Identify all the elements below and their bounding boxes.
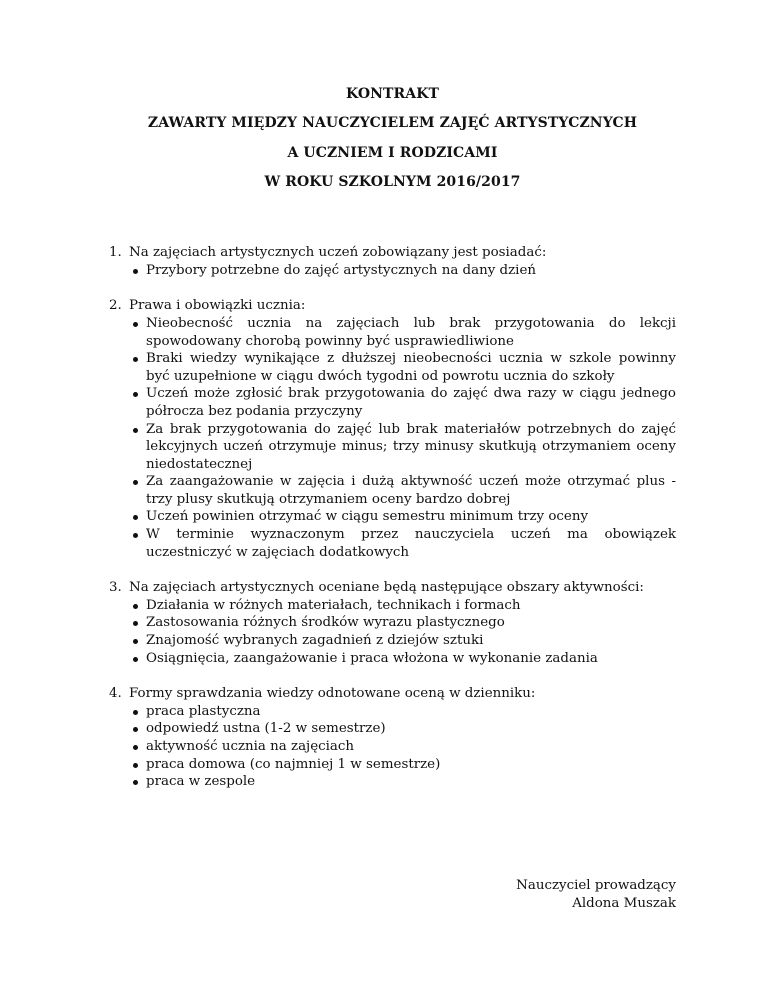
section-heading bbox=[109, 244, 676, 262]
bullet-icon bbox=[129, 650, 146, 668]
list-item-text: aktywność ucznia na zajęciach bbox=[146, 739, 355, 755]
section-1 bbox=[109, 244, 676, 279]
list-item bbox=[129, 738, 676, 756]
contract-sections bbox=[109, 244, 676, 791]
bullet-icon bbox=[129, 632, 146, 650]
list-item bbox=[129, 385, 676, 420]
list-item-text: Przybory potrzebne do zajęć artystycznych na dany dzień bbox=[146, 262, 537, 278]
bullet-icon bbox=[129, 385, 146, 420]
section-heading bbox=[109, 297, 676, 315]
section-number: 4. bbox=[109, 686, 122, 702]
bullet-icon bbox=[129, 421, 146, 474]
bullet-icon bbox=[129, 703, 146, 721]
list-item-text: praca plastyczna bbox=[146, 703, 261, 719]
signature-block bbox=[516, 877, 676, 912]
bullet-list bbox=[109, 597, 676, 667]
bullet-list bbox=[109, 315, 676, 561]
section-heading bbox=[109, 579, 676, 597]
list-item-text: odpowiedź ustna (1-2 w semestrze) bbox=[146, 721, 386, 737]
bullet-icon bbox=[129, 738, 146, 756]
bullet-icon bbox=[129, 526, 146, 561]
title-line-2: ZAWARTY MIĘDZY NAUCZYCIELEM ZAJĘĆ ARTYSTYCZNYCH bbox=[147, 115, 638, 132]
section-heading bbox=[109, 685, 676, 703]
list-item bbox=[129, 614, 676, 632]
title-line-1: KONTRAKT bbox=[345, 86, 440, 102]
bullet-icon bbox=[129, 473, 146, 508]
list-item bbox=[129, 421, 676, 474]
list-item bbox=[129, 703, 676, 721]
bullet-icon bbox=[129, 773, 146, 791]
section-title: Prawa i obowiązki ucznia: bbox=[129, 298, 306, 314]
list-item bbox=[129, 473, 676, 508]
bullet-list bbox=[109, 703, 676, 791]
list-item bbox=[129, 262, 676, 280]
bullet-list bbox=[109, 262, 676, 280]
list-item-text: Uczeń powinien otrzymać w ciągu semestru minimum trzy oceny bbox=[146, 509, 589, 525]
bullet-icon bbox=[129, 756, 146, 774]
list-item bbox=[129, 632, 676, 650]
title-line-4: W ROKU SZKOLNYM 2016/2017 bbox=[264, 174, 521, 191]
list-item-text: Braki wiedzy wynikające z dłuższej nieobecności ucznia w szkole powinny być uzupełnione w ciągu dwóch tygodni od powrotu ucznia do szkoły bbox=[146, 351, 676, 384]
list-item bbox=[129, 350, 676, 385]
section-title: Formy sprawdzania wiedzy odnotowane oceną w dzienniku: bbox=[129, 686, 536, 702]
bullet-icon bbox=[129, 262, 146, 280]
list-item bbox=[129, 508, 676, 526]
section-number: 1. bbox=[109, 245, 122, 261]
list-item bbox=[129, 773, 676, 791]
section-3 bbox=[109, 579, 676, 667]
section-4 bbox=[109, 685, 676, 791]
list-item bbox=[129, 650, 676, 668]
list-item bbox=[129, 756, 676, 774]
list-item-text: Osiągnięcia, zaangażowanie i praca włożona w wykonanie zadania bbox=[146, 650, 598, 666]
list-item-text: praca domowa (co najmniej 1 w semestrze) bbox=[146, 756, 441, 772]
bullet-icon bbox=[129, 597, 146, 615]
list-item-text: Uczeń może zgłosić brak przygotowania do zajęć dwa razy w ciągu jednego półrocza bez podania przyczyny bbox=[146, 386, 676, 419]
list-item bbox=[129, 526, 676, 561]
list-item-text: Działania w różnych materiałach, technikach i formach bbox=[146, 597, 521, 613]
section-number: 3. bbox=[109, 580, 122, 596]
list-item-text: Zastosowania różnych środków wyrazu plastycznego bbox=[146, 615, 505, 631]
bullet-icon bbox=[129, 614, 146, 632]
section-number: 2. bbox=[109, 298, 122, 314]
title-line-3: A UCZNIEM I RODZICAMI bbox=[287, 144, 498, 161]
document-header bbox=[109, 82, 676, 194]
signature-role: Nauczyciel prowadzący bbox=[516, 878, 676, 893]
section-title: Na zajęciach artystycznych uczeń zobowiązany jest posiadać: bbox=[129, 245, 547, 261]
list-item-text: Za brak przygotowania do zajęć lub brak materiałów potrzebnych do zajęć lekcyjnych uczeń otrzymuje minus; trzy minusy skutkują otrzymaniem oceny niedostatecznej bbox=[146, 421, 676, 472]
list-item bbox=[129, 315, 676, 350]
list-item-text: praca w zespole bbox=[146, 774, 256, 790]
list-item-text: Za zaangażowanie w zajęcia i dużą aktywność uczeń może otrzymać plus - trzy plusy skutkują otrzymaniem oceny bardzo dobrej bbox=[146, 474, 676, 507]
section-2 bbox=[109, 297, 676, 561]
bullet-icon bbox=[129, 508, 146, 526]
list-item-text: Znajomość wybranych zagadnień z dziejów sztuki bbox=[146, 633, 484, 649]
list-item bbox=[129, 597, 676, 615]
list-item bbox=[129, 720, 676, 738]
section-title: Na zajęciach artystycznych oceniane będą następujące obszary aktywności: bbox=[129, 580, 644, 596]
list-item-text: Nieobecność ucznia na zajęciach lub brak przygotowania do lekcji spowodowany chorobą powinny być usprawiedliwione bbox=[146, 315, 676, 349]
signature-name: Aldona Muszak bbox=[572, 895, 676, 911]
bullet-icon bbox=[129, 720, 146, 738]
bullet-icon bbox=[129, 315, 146, 350]
list-item-text: W terminie wyznaczonym przez nauczyciela uczeń ma obowiązek uczestniczyć w zajęciach dodatkowych bbox=[146, 527, 676, 560]
bullet-icon bbox=[129, 350, 146, 385]
